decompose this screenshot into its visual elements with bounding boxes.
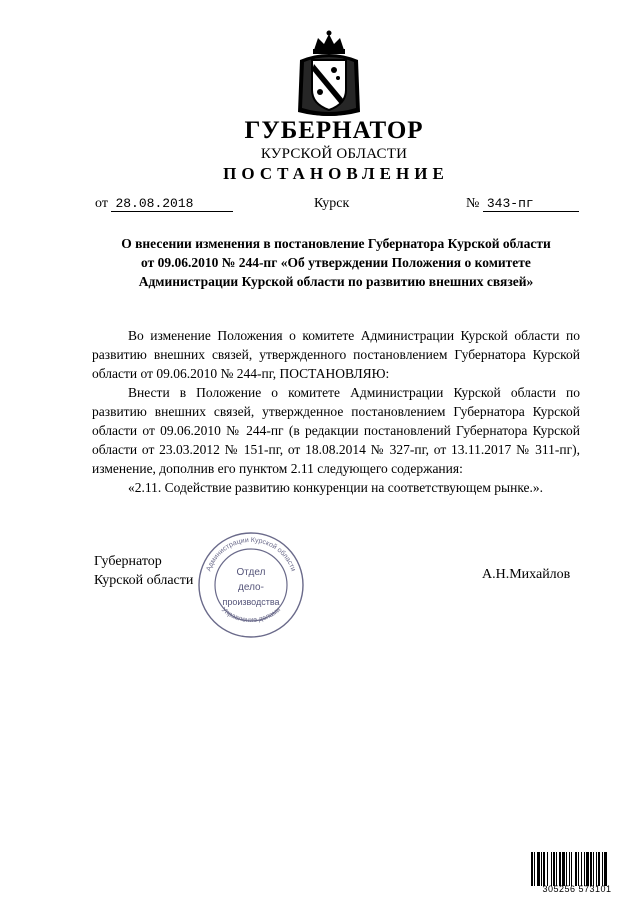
stamp-line: дело- [238,582,264,593]
city: Курск [314,196,350,211]
document-region: КУРСКОЙ ОБЛАСТИ [260,146,408,162]
coat-of-arms-icon [296,30,362,118]
barcode-bar [590,852,592,886]
barcode-bar [598,852,600,886]
number-field [466,196,579,212]
document-type: ПОСТАНОВЛЕНИЕ [223,164,449,183]
stamp-line: производства [222,597,280,607]
body-paragraph: «2.11. Содействие развитию конкуренции на соответствующем рынке.». [128,480,544,495]
barcode-bar [575,852,577,886]
barcode-bar [596,852,597,886]
office-stamp [196,530,306,640]
barcode-bar [556,852,557,886]
barcode-bar [547,852,548,886]
number-value: 343-пг [483,196,579,212]
barcode-bar [584,852,585,886]
date-field [95,196,233,212]
barcode-bar [534,852,535,886]
subject-line: от 09.06.2010 № 244-пг «Об утверждении Положения о комитете [141,255,531,270]
stamp-ring-text: Администрации Курской области [205,536,297,573]
barcode-bar [537,852,540,886]
barcode-bar [571,852,572,886]
barcode-bar [566,852,567,886]
signatory-title [94,552,193,590]
barcode-icon [531,852,623,886]
barcode-bar [586,852,589,886]
number-prefix: № [466,196,480,211]
barcode-bar [543,852,545,886]
signatory-name: А.Н.Михайлов [482,567,571,582]
signatory-title-line: Губернатор [94,554,162,569]
barcode-bar [593,852,594,886]
body-paragraph: Во изменение Положения о комитете Администрации Курской области по развитию внешних связей, утвержденного постановлением Губернатора Курской области от 09.06.2010 № 244-пг, ПОСТАНОВЛЯЮ: [92,328,580,381]
signatory-title-line: Курской области [94,573,194,588]
barcode-bar [562,852,565,886]
date-prefix: от [95,196,108,211]
barcode-bar [578,852,579,886]
document-authority-title: ГУБЕРНАТОР [244,117,424,144]
barcode-bar [569,852,570,886]
barcode-bar [602,852,603,886]
body-paragraph: Внести в Положение о комитете Администрации Курской области по развитию внешних связей, утвержденное постановлением Губернатора Курской области от 09.06.2010 № 244-пг (в редакции постановлений Губернатора Курской области от 23.03.2012 № 151-пг, от 18.08.2014 № 327-пг, от 13.11.2017 № 311-пг), изменение, дополнив его пунктом 2.11 следующего содержания: [92,385,580,476]
date-value: 28.08.2018 [111,196,233,212]
stamp-line: Отдел [236,567,266,578]
barcode-number: 305256 573101 [542,884,612,894]
barcode-bar [553,852,555,886]
barcode-bar [581,852,582,886]
document-body [92,326,580,497]
document-subject [92,234,580,291]
subject-line: Администрации Курской области по развитию внешних связей» [138,274,534,289]
svg-text:Управление делами [220,606,282,624]
barcode-bar [559,852,561,886]
subject-line: О внесении изменения в постановление Губернатора Курской области [121,236,551,251]
barcode-bar [531,852,533,886]
barcode-bar [551,852,552,886]
barcode-bar [604,852,607,886]
stamp-ring-text-2: Управление делами [219,606,283,625]
barcode-bar [541,852,542,886]
